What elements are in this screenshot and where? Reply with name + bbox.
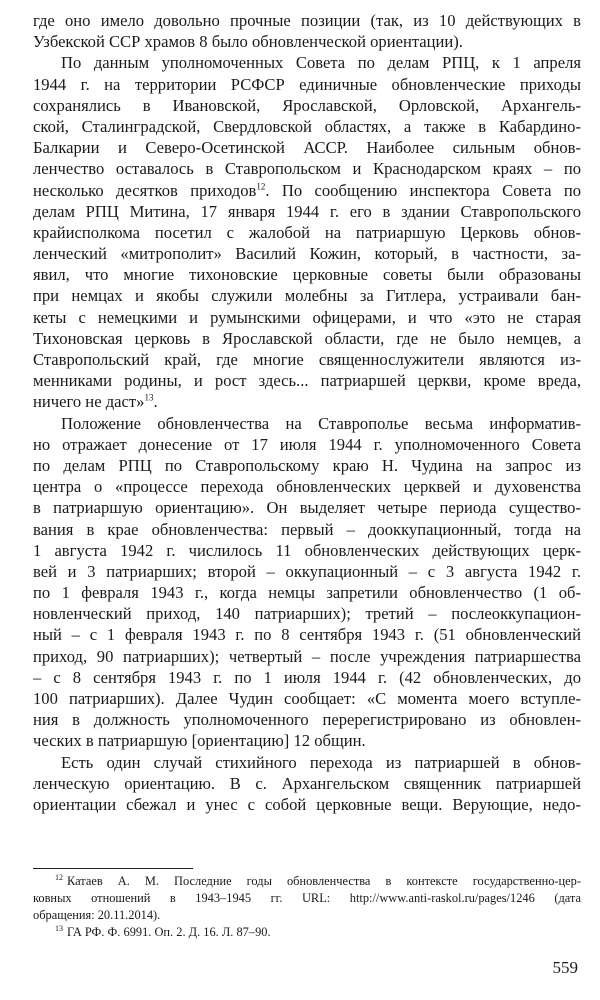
- text-line: явил, что многие тихоновские церковные советы были образованы: [33, 265, 581, 285]
- text-line: ленческую ориентацию. В с. Архангельском священник патриаршей: [33, 773, 581, 793]
- text-line: Балкарии и Северо-Осетинской АССР. Наиболее сильным обнов-: [33, 138, 581, 158]
- footnote-12-cont: обращения: 20.11.2014).: [33, 908, 161, 922]
- text-line: ленческий «митрополит» Василий Кожин, который, в частности, за-: [33, 244, 581, 264]
- footnotes: [33, 873, 581, 941]
- text-line: но отражает донесение от 17 июля 1944 г. уполномоченного Совета: [33, 434, 581, 454]
- text-line: кеты с немецкими и румынскими офицерами, и что «это не старая: [33, 307, 581, 327]
- main-text: [33, 10, 581, 815]
- footnote-number: 12: [55, 873, 63, 882]
- text-fragment: . По сообщению инспектора Совета по: [265, 180, 581, 200]
- text-line: ный – с 1 февраля 1943 г. по 8 сентября 1943 г. (51 обновленческий: [33, 625, 581, 645]
- text-line: где оно имело довольно прочные позиции (так, из 10 действующих в: [33, 11, 581, 30]
- text-line: в патриаршую ориентацию». Он выделяет четыре периода существо-: [33, 498, 581, 518]
- footnote-ref-13[interactable]: 13: [144, 392, 154, 403]
- text-line: Положение обновленчества на Ставрополье весьма информатив-: [61, 413, 581, 433]
- text-line: приход, 90 патриарших); четвертый – после учреждения патриаршества: [33, 646, 581, 666]
- text-line: ориентации сбежал и унес с собой церковные вещи. Верующие, недо-: [33, 794, 581, 814]
- text-line: Есть один случай стихийного перехода из патриаршей в обнов-: [61, 752, 581, 772]
- page-number: 559: [552, 958, 578, 977]
- text-line: центра о «процессе перехода обновленческих церквей и духовенства: [33, 477, 581, 497]
- text-line: вей и 3 патриарших; второй – оккупационный – с 3 августа 1942 г.: [33, 561, 581, 581]
- text-line: Ставропольский край, где многие священнослужители являются из-: [33, 350, 581, 369]
- text-line: ческих в патриаршую [ориентацию] 12 общин.: [33, 731, 366, 751]
- text-line: ской, Сталинградской, Свердловской областях, а также в Кабардино-: [33, 116, 581, 136]
- footnote-divider: [33, 868, 193, 869]
- text-line: по делам РПЦ по Ставропольскому краю Н. Чудина на запрос из: [33, 455, 581, 475]
- footnote-ref-12[interactable]: 12: [256, 180, 266, 191]
- text-line: 100 патриарших). Далее Чудин сообщает: «С момента моего вступле-: [33, 689, 581, 708]
- text-line: ленчество оставалось в Ставропольском и Краснодарском краях – по: [33, 159, 581, 179]
- text-line: крайисполкома посетил с жалобой на патриаршую Церковь обнов-: [33, 222, 581, 242]
- footnote-13: [33, 924, 581, 941]
- text-line-with-footnote: [33, 180, 581, 201]
- text-line: Узбекской ССР храмов 8 было обновленческой ориентации).: [33, 32, 463, 52]
- text-line: – с 8 сентября 1943 г. по 1 июля 1944 г. (42 обновленческих, до: [33, 667, 581, 687]
- text-line: при немцах и якобы служили молебны за Гитлера, устраивали бан-: [33, 286, 581, 306]
- text-line: Тихоновская церковь в Ярославской области, где не было немцев, а: [33, 328, 581, 348]
- text-line: сохранялись в Ивановской, Ярославской, Орловской, Архангель-: [33, 95, 581, 115]
- text-fragment: .: [153, 392, 158, 412]
- text-fragment: ничего не даст»: [33, 392, 145, 412]
- text-line: ния в должность уполномоченного перерегистрировано из обновлен-: [33, 710, 581, 730]
- text-line: по 1 февраля 1943 г., когда немцы запретили обновленчество (1 об-: [33, 583, 581, 603]
- text-line: вания в крае обновленчества: первый – дооккупационный, тогда на: [33, 519, 581, 539]
- footnote-text: Катаев А. М. Последние годы обновленчества в контексте государственно-цер-: [67, 874, 581, 888]
- text-fragment: несколько десятков приходов: [33, 180, 257, 200]
- text-line: 1944 г. на территории РСФСР единичные обновленческие приходы: [33, 74, 581, 94]
- text-line: По данным уполномоченных Совета по делам РПЦ, к 1 апреля: [61, 53, 581, 73]
- text-line-with-footnote: [33, 391, 581, 412]
- text-line: 1 августа 1942 г. числилось 11 обновленческих действующих церк-: [33, 540, 581, 560]
- text-line: делам РПЦ Митина, 17 января 1944 г. его в здании Ставропольского: [33, 201, 581, 221]
- footnote-12: [33, 873, 581, 890]
- footnote-12-cont: ковных отношений в 1943–1945 гг. URL: http://www.anti-raskol.ru/pages/1246 (дата: [33, 891, 581, 905]
- text-line: новленческий приход, 140 патриарших); третий – послеоккупацион-: [33, 604, 581, 624]
- text-line: менниками родины, и рост здесь... патриаршей церкви, кроме вреда,: [33, 371, 581, 391]
- footnote-number: 13: [55, 924, 63, 933]
- footnote-text: ГА РФ. Ф. 6991. Оп. 2. Д. 16. Л. 87–90.: [67, 925, 271, 939]
